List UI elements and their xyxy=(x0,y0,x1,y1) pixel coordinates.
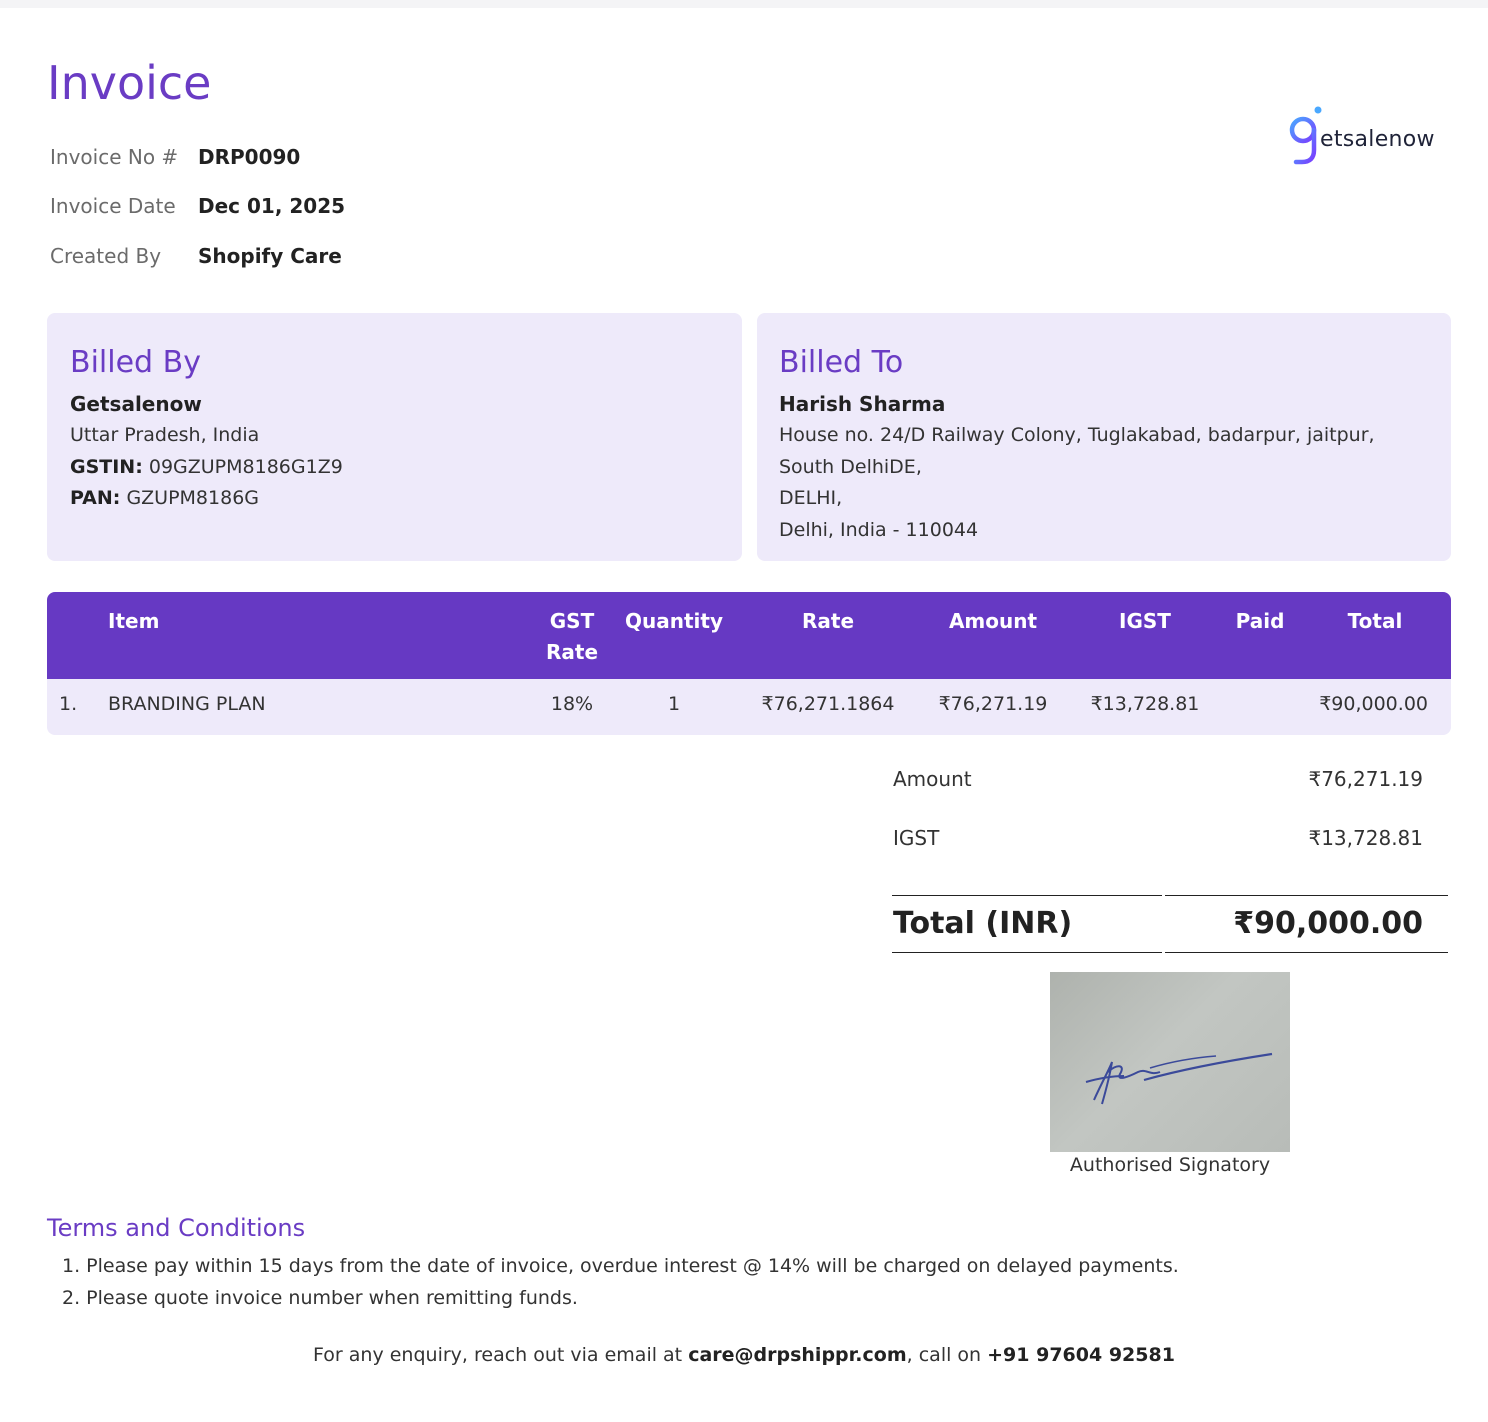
row-item: BRANDING PLAN xyxy=(108,693,266,715)
billed-to-title: Billed To xyxy=(779,345,904,380)
billed-to-address-line: South DelhiDE, xyxy=(779,456,922,478)
billed-to-card xyxy=(757,313,1451,561)
gstin-label: GSTIN: xyxy=(70,456,143,478)
summary-igst-value: ₹13,728.81 xyxy=(1308,826,1423,850)
signature-caption: Authorised Signatory xyxy=(1069,1154,1271,1176)
divider xyxy=(1165,952,1448,953)
footer-prefix: For any enquiry, reach out via email at xyxy=(313,1344,689,1366)
divider xyxy=(892,952,1162,953)
th-gst-rate-line1: GST xyxy=(549,609,595,633)
billed-by-title: Billed By xyxy=(70,345,201,380)
table-row xyxy=(47,679,1451,735)
row-index: 1. xyxy=(59,693,78,715)
row-amount: ₹76,271.19 xyxy=(938,693,1048,715)
terms-item: 1. Please pay within 15 days from the date of invoice, overdue interest @ 14% will be charged on delayed payments. xyxy=(62,1255,1179,1277)
summary-igst-label: IGST xyxy=(893,826,940,850)
billed-to-address-line: House no. 24/D Railway Colony, Tuglakabad, badarpur, jaitpur, xyxy=(779,424,1375,446)
footer-phone[interactable]: +91 97604 92581 xyxy=(987,1344,1175,1366)
terms-title: Terms and Conditions xyxy=(47,1214,306,1242)
gstin-value: 09GZUPM8186G1Z9 xyxy=(148,456,343,478)
th-quantity: Quantity xyxy=(625,609,723,633)
invoice-no-value: DRP0090 xyxy=(198,145,301,169)
footer-email[interactable]: care@drpshippr.com xyxy=(688,1344,907,1366)
footer-contact xyxy=(0,1344,1488,1366)
billed-by-location: Uttar Pradesh, India xyxy=(70,424,260,446)
th-rate: Rate xyxy=(801,609,855,633)
total-value: ₹90,000.00 xyxy=(1233,906,1423,941)
terms-item: 2. Please quote invoice number when remitting funds. xyxy=(62,1287,578,1309)
created-by-label: Created By xyxy=(50,244,162,268)
th-item: Item xyxy=(108,609,160,633)
billed-by-card xyxy=(47,313,742,561)
th-amount: Amount xyxy=(948,609,1038,633)
billed-by-name: Getsalenow xyxy=(70,392,202,416)
th-total: Total xyxy=(1347,609,1403,633)
row-igst: ₹13,728.81 xyxy=(1090,693,1200,715)
pan-label: PAN: xyxy=(70,487,121,509)
summary-amount-label: Amount xyxy=(893,767,972,791)
invoice-date-label: Invoice Date xyxy=(50,194,176,218)
billed-to-name: Harish Sharma xyxy=(779,392,946,416)
summary-amount-value: ₹76,271.19 xyxy=(1308,767,1423,791)
row-total: ₹90,000.00 xyxy=(1319,693,1428,715)
billed-to-address-line: Delhi, India - 110044 xyxy=(779,519,979,541)
items-table-header xyxy=(47,592,1451,679)
row-gst-rate: 18% xyxy=(550,693,594,715)
invoice-title: Invoice xyxy=(47,56,212,110)
invoice-date-value: Dec 01, 2025 xyxy=(198,194,346,218)
row-quantity: 1 xyxy=(667,693,681,715)
total-label: Total (INR) xyxy=(893,906,1073,941)
billed-to-address-line: DELHI, xyxy=(779,487,843,509)
pan-value: GZUPM8186G xyxy=(126,487,260,509)
billed-by-pan xyxy=(70,487,259,509)
th-gst-rate-line2: Rate xyxy=(545,640,599,664)
billed-by-gstin xyxy=(70,456,343,478)
created-by-value: Shopify Care xyxy=(198,244,342,268)
divider xyxy=(892,895,1162,896)
th-igst: IGST xyxy=(1119,609,1171,633)
th-gst-rate xyxy=(532,606,612,668)
th-paid: Paid xyxy=(1235,609,1285,633)
invoice-page xyxy=(0,8,1488,1422)
invoice-no-label: Invoice No # xyxy=(50,145,179,169)
terms-list xyxy=(62,1250,1179,1314)
signature-image xyxy=(1050,972,1290,1152)
row-rate: ₹76,271.1864 xyxy=(761,693,895,715)
footer-middle: , call on xyxy=(906,1344,988,1366)
logo-text: etsalenow xyxy=(1320,127,1435,152)
divider xyxy=(1165,895,1448,896)
